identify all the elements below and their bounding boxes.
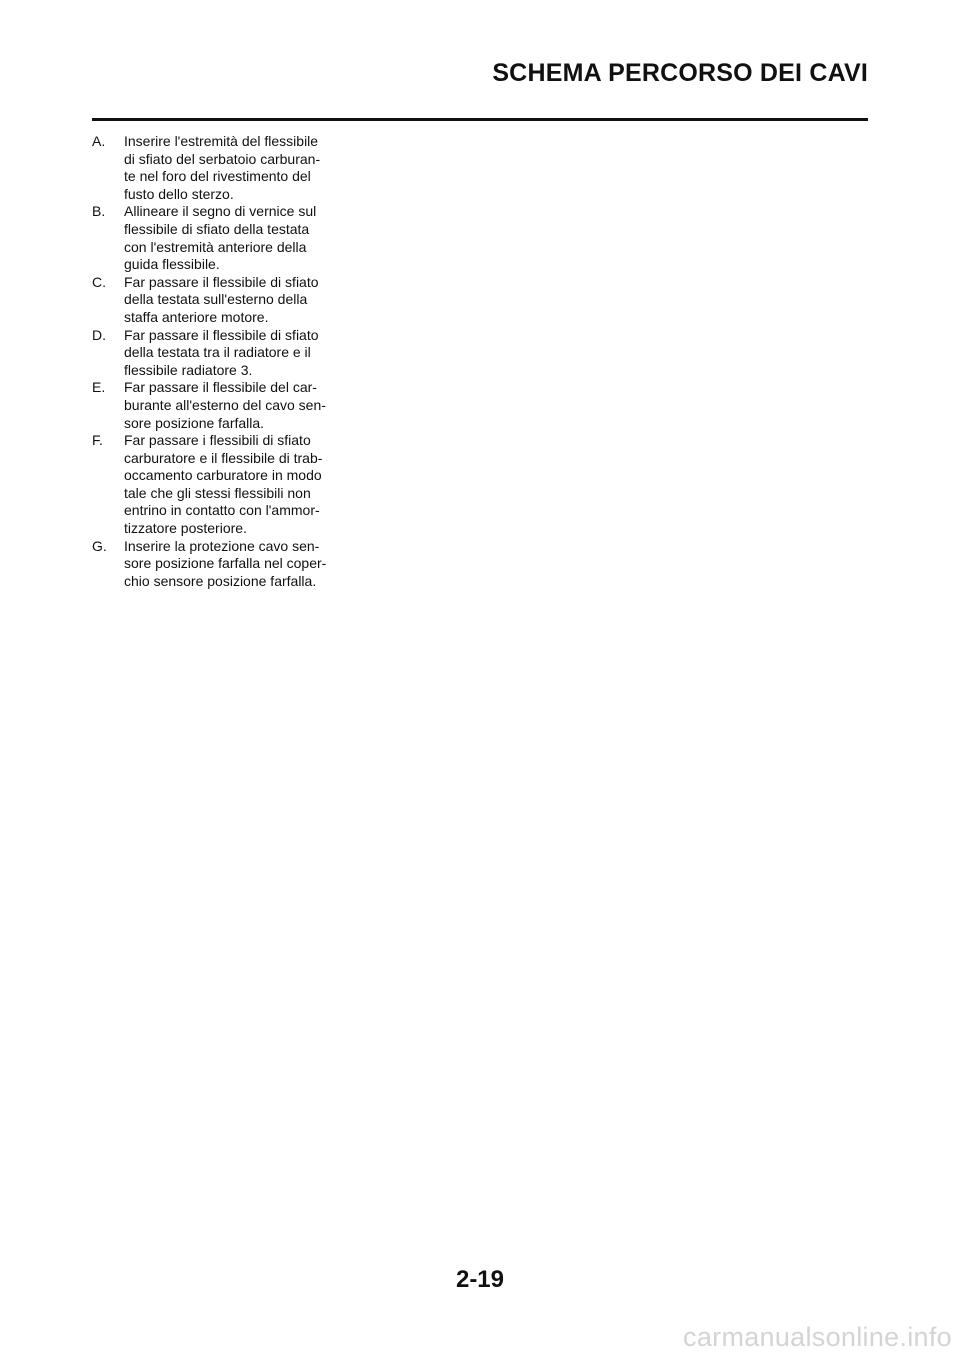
instruction-item-a [92,133,342,203]
item-letter: B. [92,203,106,220]
item-text: Inserire la protezione cavo sen- sore posizione farfalla nel coper- chio sensore posizione farfalla. [124,537,327,589]
item-text: Far passare i flessibili di sfiato carburatore e il flessibile di trab- occamento carburatore in modo tale che gli stessi flessibili non entrino in contatto con l'ammor- tizzatore posteriore. [124,432,323,537]
item-text: Inserire l'estremità del flessibile di sfiato del serbatoio carburan- te nel foro del rivestimento del fusto dello sterzo. [124,133,321,202]
instruction-item-g [92,538,342,591]
item-text: Allineare il segno di vernice sul flessibile di sfiato della testata con l'estremità anteriore della guida flessibile. [124,203,317,273]
instruction-list [92,133,342,590]
item-letter: A. [92,133,106,149]
item-letter: D. [92,326,106,343]
item-text: Far passare il flessibile del car- burante all'esterno del cavo sen- sore posizione farfalla. [124,379,326,431]
instruction-item-d [92,327,342,380]
item-letter: G. [92,537,107,554]
page-title: SCHEMA PERCORSO DEI CAVI [492,59,868,87]
instruction-item-e [92,379,342,432]
instruction-item-c [92,274,342,327]
instruction-item-f [92,432,342,538]
watermark-text: carmanualsonline.info [683,1322,952,1352]
item-letter: C. [92,273,106,290]
item-text: Far passare il flessibile di sfiato della testata sull'esterno della staffa anteriore motore. [124,273,319,325]
page-number: 2-19 [455,1266,505,1293]
item-text: Far passare il flessibile di sfiato della testata tra il radiatore e il flessibile radiatore 3. [124,326,319,378]
item-letter: E. [92,379,106,396]
header-divider [92,118,868,121]
instruction-item-b [92,203,342,273]
item-letter: F. [92,432,103,449]
